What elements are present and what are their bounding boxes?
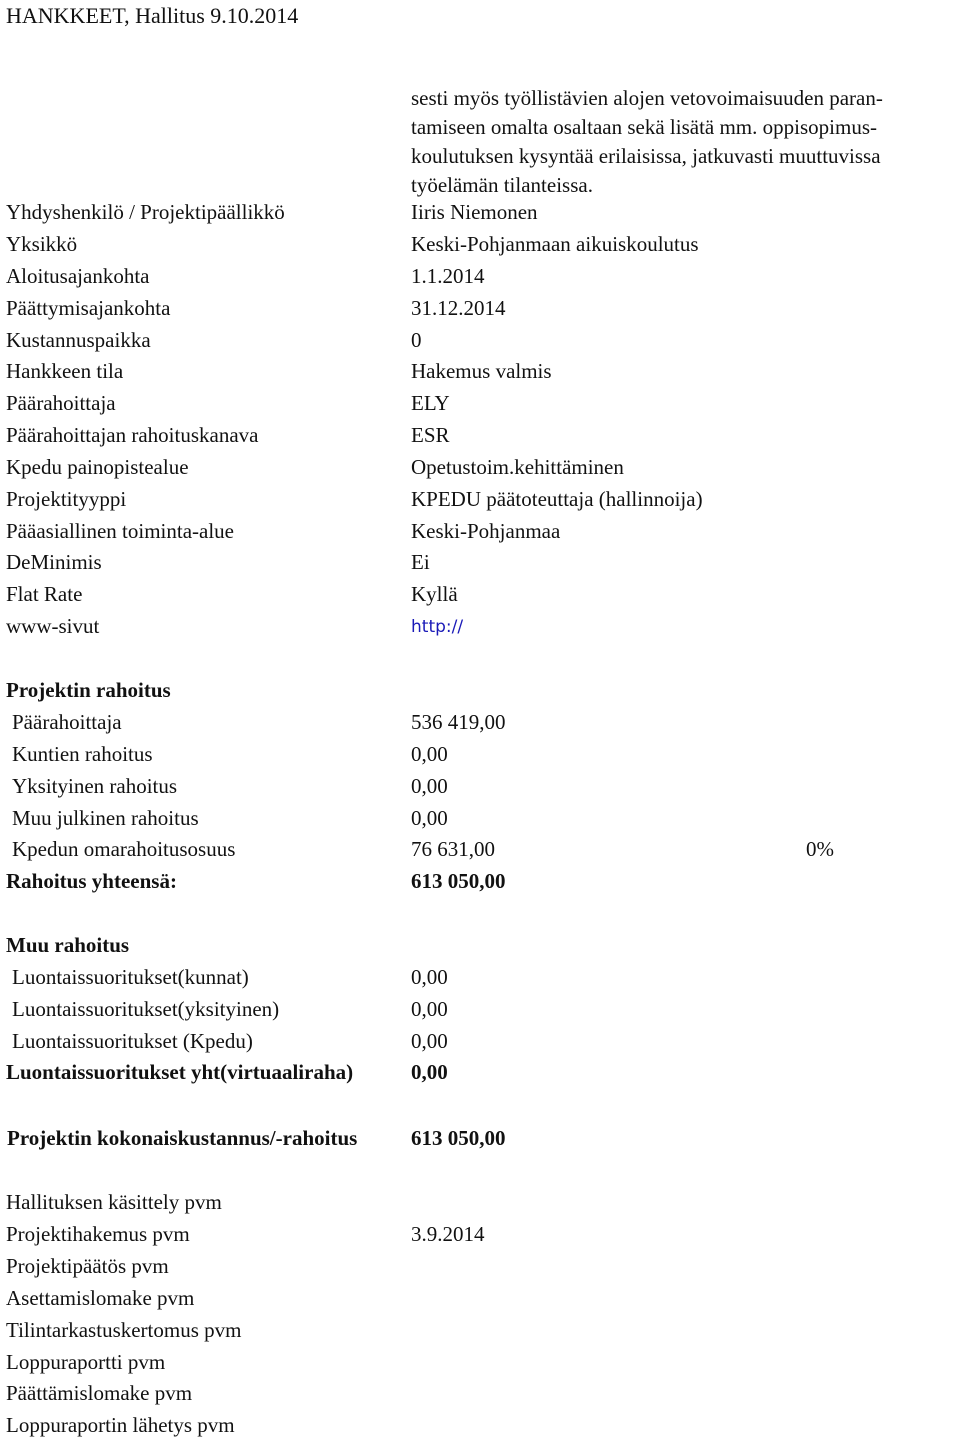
funding-label-municipal: Kuntien rahoitus [12, 742, 153, 766]
detail-value-end: 31.12.2014 [411, 296, 506, 320]
funding-own-share-percent: 0% [806, 837, 834, 861]
intro-line: koulutuksen kysyntää erilaisissa, jatkuvasti muuttuvissa [411, 144, 881, 168]
funding-label-main: Päärahoittaja [12, 710, 122, 734]
detail-value-funding-channel: ESR [411, 423, 450, 447]
detail-value-main-area: Keski-Pohjanmaa [411, 519, 561, 543]
other-funding-value-kpedu: 0,00 [411, 1029, 448, 1053]
overall-cost-value: 613 050,00 [411, 1126, 506, 1150]
other-funding-section-title: Muu rahoitus [6, 933, 130, 957]
date-label-decision: Projektipäätös pvm [6, 1254, 169, 1278]
detail-value-deminimis: Ei [411, 550, 430, 574]
detail-value-project-type: KPEDU päätoteuttaja (hallinnoija) [411, 487, 703, 511]
other-funding-label-private: Luontaissuoritukset(yksityinen) [12, 997, 280, 1021]
detail-label-website: www-sivut [6, 614, 100, 638]
date-label-final-report: Loppuraportti pvm [6, 1350, 166, 1374]
page-header: HANKKEET, Hallitus 9.10.2014 [6, 3, 299, 28]
funding-label-other-public: Muu julkinen rahoitus [12, 806, 199, 830]
intro-paragraph [411, 84, 957, 200]
detail-value-cost-center: 0 [411, 328, 422, 352]
funding-value-main: 536 419,00 [411, 710, 506, 734]
funding-label-own-share: Kpedun omarahoitusosuus [12, 837, 236, 861]
other-funding-value-private: 0,00 [411, 997, 448, 1021]
detail-label-deminimis: DeMinimis [6, 550, 102, 574]
overall-cost-label: Projektin kokonaiskustannus/-rahoitus [7, 1126, 358, 1150]
date-label-board: Hallituksen käsittely pvm [6, 1190, 222, 1214]
funding-value-municipal: 0,00 [411, 742, 448, 766]
other-funding-total-value: 0,00 [411, 1060, 448, 1084]
detail-label-contact: Yhdyshenkilö / Projektipäällikkö [6, 200, 285, 224]
detail-value-focus-area: Opetustoim.kehittäminen [411, 455, 624, 479]
funding-value-own-share: 76 631,00 [411, 837, 495, 861]
detail-label-main-funder: Päärahoittaja [6, 391, 116, 415]
other-funding-label-kpedu: Luontaissuoritukset (Kpedu) [12, 1029, 253, 1053]
date-label-final-report-sent: Loppuraportin lähetys pvm [6, 1413, 235, 1437]
intro-line: tamiseen omalta osaltaan sekä lisätä mm. oppisopimus- [411, 115, 877, 139]
funding-total-label: Rahoitus yhteensä: [6, 869, 177, 893]
intro-line: sesti myös työllistävien alojen vetovoimaisuuden paran- [411, 86, 883, 110]
detail-label-unit: Yksikkö [6, 232, 78, 256]
funding-value-private: 0,00 [411, 774, 448, 798]
other-funding-label-municipal: Luontaissuoritukset(kunnat) [12, 965, 249, 989]
funding-label-private: Yksityinen rahoitus [12, 774, 178, 798]
detail-value-main-funder: ELY [411, 391, 450, 415]
detail-label-funding-channel: Päärahoittajan rahoituskanava [6, 423, 259, 447]
detail-label-start: Aloitusajankohta [6, 264, 150, 288]
date-label-application: Projektihakemus pvm [6, 1222, 190, 1246]
date-label-audit-report: Tilintarkastuskertomus pvm [6, 1318, 242, 1342]
detail-value-contact: Iiris Niemonen [411, 200, 538, 224]
other-funding-total-label: Luontaissuoritukset yht(virtuaaliraha) [6, 1060, 354, 1084]
date-label-closing-form: Päättämislomake pvm [6, 1381, 193, 1405]
funding-section-title: Projektin rahoitus [6, 678, 171, 702]
date-label-setup-form: Asettamislomake pvm [6, 1286, 195, 1310]
funding-total-value: 613 050,00 [411, 869, 506, 893]
detail-value-flat-rate: Kyllä [411, 582, 458, 606]
detail-label-cost-center: Kustannuspaikka [6, 328, 151, 352]
detail-label-main-area: Pääasiallinen toiminta-alue [6, 519, 235, 543]
date-value-application: 3.9.2014 [411, 1222, 485, 1246]
other-funding-value-municipal: 0,00 [411, 965, 448, 989]
detail-label-focus-area: Kpedu painopistealue [6, 455, 189, 479]
detail-label-end: Päättymisajankohta [6, 296, 171, 320]
detail-value-unit: Keski-Pohjanmaan aikuiskoulutus [411, 232, 699, 256]
detail-label-flat-rate: Flat Rate [6, 582, 83, 606]
detail-label-project-type: Projektityyppi [6, 487, 127, 511]
detail-label-status: Hankkeen tila [6, 359, 124, 383]
website-link[interactable]: http:// [411, 617, 464, 637]
detail-value-start: 1.1.2014 [411, 264, 485, 288]
funding-value-other-public: 0,00 [411, 806, 448, 830]
detail-value-status: Hakemus valmis [411, 359, 552, 383]
intro-line: työelämän tilanteissa. [411, 173, 593, 197]
